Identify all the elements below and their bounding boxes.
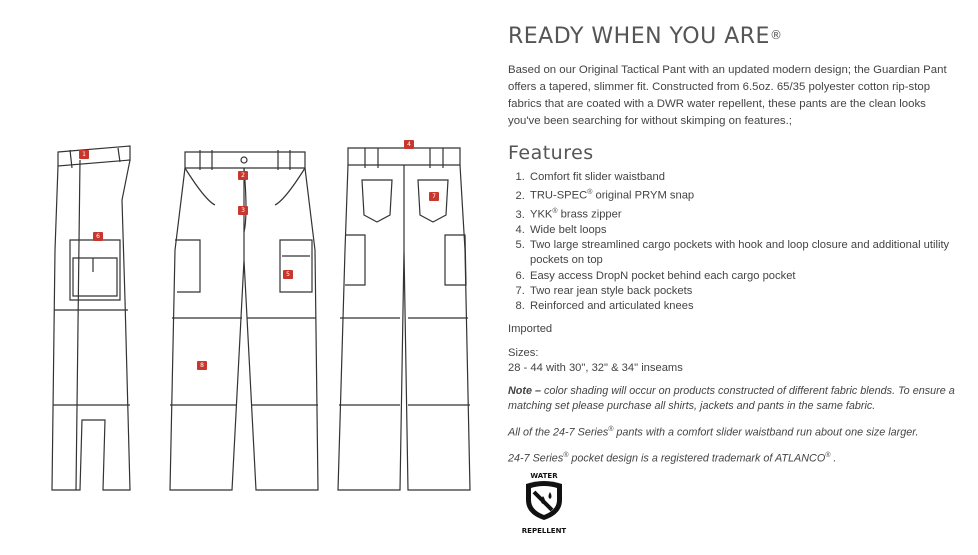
product-title: READY WHEN YOU ARE® (508, 24, 783, 49)
callout-marker-4: 4 (404, 140, 414, 149)
sizes-info (508, 346, 958, 377)
product-details (508, 22, 958, 467)
product-description: Based on our Original Tactical Pant with an updated modern design; the Guardian Pant offers a tapered, slimmer fit. Constructed from 6.5oz. 65/35 polyester cotton rip-stop fabrics that are coated with a DWR water repellent, these pants are the clean looks you've been searching for without skimping on features.; (508, 64, 947, 127)
water-repellent-badge (516, 472, 572, 535)
feature-item: 2. TRU-SPEC® original PRYM snap (528, 185, 958, 204)
sizes-value: 28 - 44 with 30", 32" & 34" inseams (508, 362, 683, 375)
feature-item: 1. Comfort fit slider waistband (528, 170, 958, 185)
callout-marker-5: 5 (283, 270, 293, 279)
callout-marker-3: 3 (238, 206, 248, 215)
sizes-label: Sizes: (508, 346, 539, 359)
feature-item: 8. Reinforced and articulated knees (528, 299, 958, 314)
feature-item: 4. Wide belt loops (528, 223, 958, 238)
imported-text: Imported (508, 323, 553, 336)
sizing-note: All of the 24-7 Series® pants with a comfort slider waistband run about one size larger. (508, 425, 919, 439)
callout-marker-8: 8 (197, 361, 207, 370)
fabric-note: Note – color shading will occur on products constructed of different fabric blends. To ensure a matching set please purchase all shirts, jackets and pants in the same fabric. (508, 384, 955, 413)
callout-marker-1: 1 (79, 150, 89, 159)
features-list (508, 170, 958, 314)
feature-item: 3. YKK® brass zipper (528, 204, 958, 223)
feature-item: 7. Two rear jean style back pockets (528, 284, 958, 299)
callout-marker-6: 6 (93, 232, 103, 241)
feature-item: 6. Easy access DropN pocket behind each cargo pocket (528, 269, 958, 284)
features-heading: Features (508, 142, 594, 164)
badge-top-label: WATER (530, 472, 558, 480)
callout-marker-7: 7 (429, 192, 439, 201)
callout-marker-2: 2 (238, 171, 248, 180)
feature-item: 5. Two large streamlined cargo pockets with hook and loop closure and additional utility pockets on top (528, 238, 958, 268)
trademark-note: 24-7 Series® pocket design is a registered trademark of ATLANCO® . (508, 451, 837, 465)
shield-droplet-icon (516, 480, 572, 522)
badge-bottom-label: REPELLENT (521, 527, 567, 535)
